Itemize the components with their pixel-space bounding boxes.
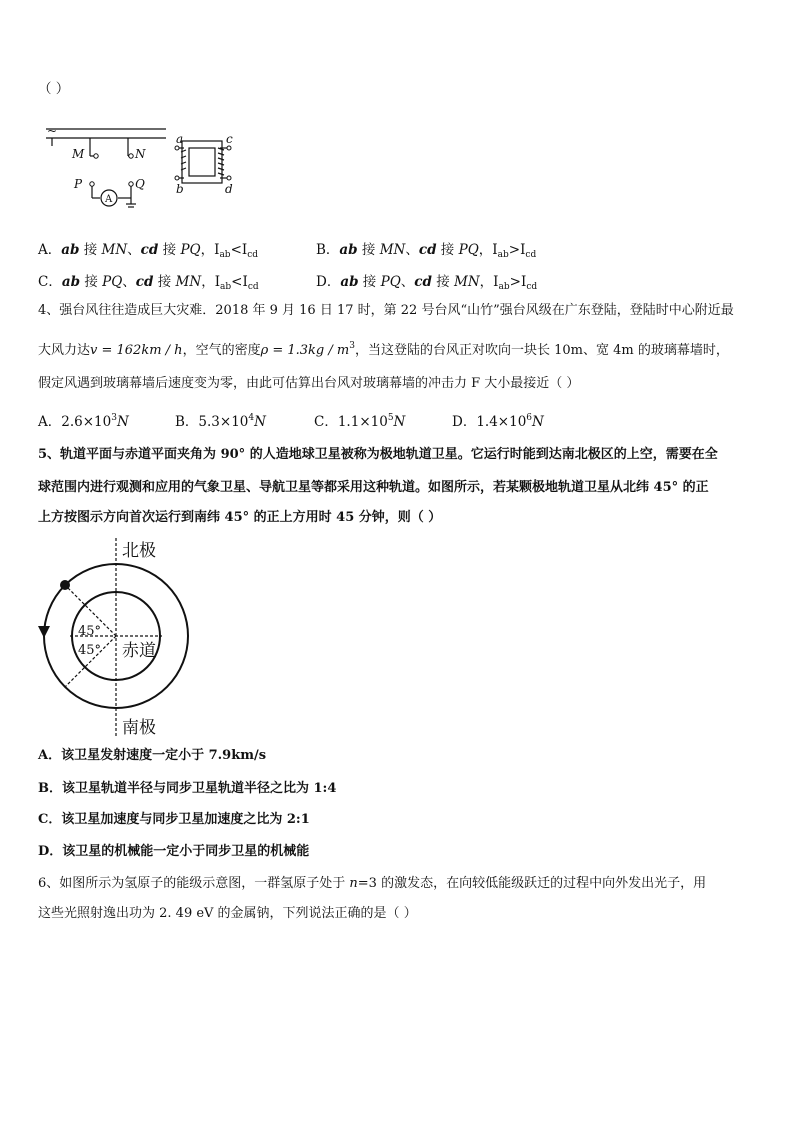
q5-polar-orbit-diagram [34, 538, 204, 738]
q4-stem-line1: 4、强台风往往造成巨大灾难．2018 年 9 月 16 日 17 时，第 22 号台风“山竹”强台风级在广东登陆，登陆时中心附近最 [38, 303, 734, 318]
q6-stem-line1: 6、如图所示为氢原子的能级示意图，一群氢原子处于 n=3 的激发态，在向较低能级跃迁的过程中向外发出光子，用 [38, 876, 707, 891]
terminal-M [94, 154, 98, 158]
q4-option-a: A．$2.6\times 10^3N$ [38, 413, 129, 430]
label-N: N [135, 147, 146, 161]
q3-answer-bracket: （ ） [38, 81, 70, 97]
terminal-P [90, 182, 94, 186]
label-d: d [225, 182, 233, 196]
terminal-N [129, 154, 133, 158]
label-a: a [176, 132, 184, 146]
north-pole-label: 北极 [122, 541, 156, 561]
q3-option-a: A．ab 接 MN、cd 接 PQ，$I_{ab}<I_{cd}$ [38, 242, 259, 260]
orbit-direction-arrow-icon [38, 626, 50, 638]
q3-option-d: D．ab 接 PQ、cd 接 MN，$I_{ab}>I_{cd}$ [316, 274, 538, 292]
q6-stem-line2: 这些光照射逸出功为 2. 49 eV 的金属钠，下列说法正确的是（ ） [38, 906, 417, 921]
q4-stem-line3: 假定风遇到玻璃幕墙后速度变为零，由此可估算出台风对玻璃幕墙的冲击力 F 大小最接近（ ） [38, 376, 580, 391]
terminal-a [175, 146, 179, 150]
terminal-b [175, 176, 179, 180]
angle-label-2: 45° [78, 643, 102, 658]
q4-option-c: C．$1.1\times 10^5N$ [314, 413, 406, 430]
q5-option-c: C．该卫星加速度与同步卫星加速度之比为 2:1 [38, 812, 310, 827]
q3-option-c: C．ab 接 PQ、cd 接 MN，$I_{ab}<I_{cd}$ [38, 274, 259, 292]
satellite-icon [60, 580, 70, 590]
q5-stem-line3: 上方按图示方向首次运行到南纬 45° 的正上方用时 45 分钟，则（ ） [38, 510, 442, 525]
label-c: c [226, 132, 233, 146]
q3-circuit-diagram [38, 118, 248, 218]
ac-symbol: ~ [47, 124, 58, 138]
q5-option-b: B．该卫星轨道半径与同步卫星轨道半径之比为 1:4 [38, 781, 337, 796]
ammeter-label: A [105, 194, 113, 205]
q3-option-b: B．ab 接 MN、cd 接 PQ，$I_{ab}>I_{cd}$ [316, 242, 537, 260]
q4-option-b: B．$5.3\times 10^4N$ [175, 413, 266, 430]
label-M: M [72, 147, 85, 161]
q4-option-d: D．$1.4\times 10^6N$ [452, 413, 544, 430]
q5-stem-line1: 5、轨道平面与赤道平面夹角为 90° 的人造地球卫星被称为极地轨道卫星。它运行时能到达南北极区的上空，需要在全 [38, 447, 718, 462]
label-P: P [74, 177, 83, 191]
q5-option-a: A．该卫星发射速度一定小于 7.9km/s [38, 748, 267, 763]
transformer-core [182, 141, 222, 183]
terminal-Q [129, 182, 133, 186]
angle-label-1: 45° [78, 624, 102, 639]
terminal-d [227, 176, 231, 180]
south-pole-label: 南极 [122, 718, 156, 738]
q5-stem-line2: 球范围内进行观测和应用的气象卫星、导航卫星等都采用这种轨道。如图所示，若某颗极地轨道卫星从北纬 45° 的正 [38, 480, 709, 495]
label-b: b [176, 182, 184, 196]
terminal-c [227, 146, 231, 150]
q4-stem-line2: 大风力达v = 162km / h，空气的密度$\rho = 1.3kg / m^3$，当这登陆的台风正对吹向一块长 10m、宽 4m 的玻璃幕墙时， [38, 341, 729, 358]
q5-option-d: D．该卫星的机械能一定小于同步卫星的机械能 [38, 844, 310, 859]
label-Q: Q [135, 177, 145, 191]
equator-label: 赤道 [122, 641, 156, 661]
